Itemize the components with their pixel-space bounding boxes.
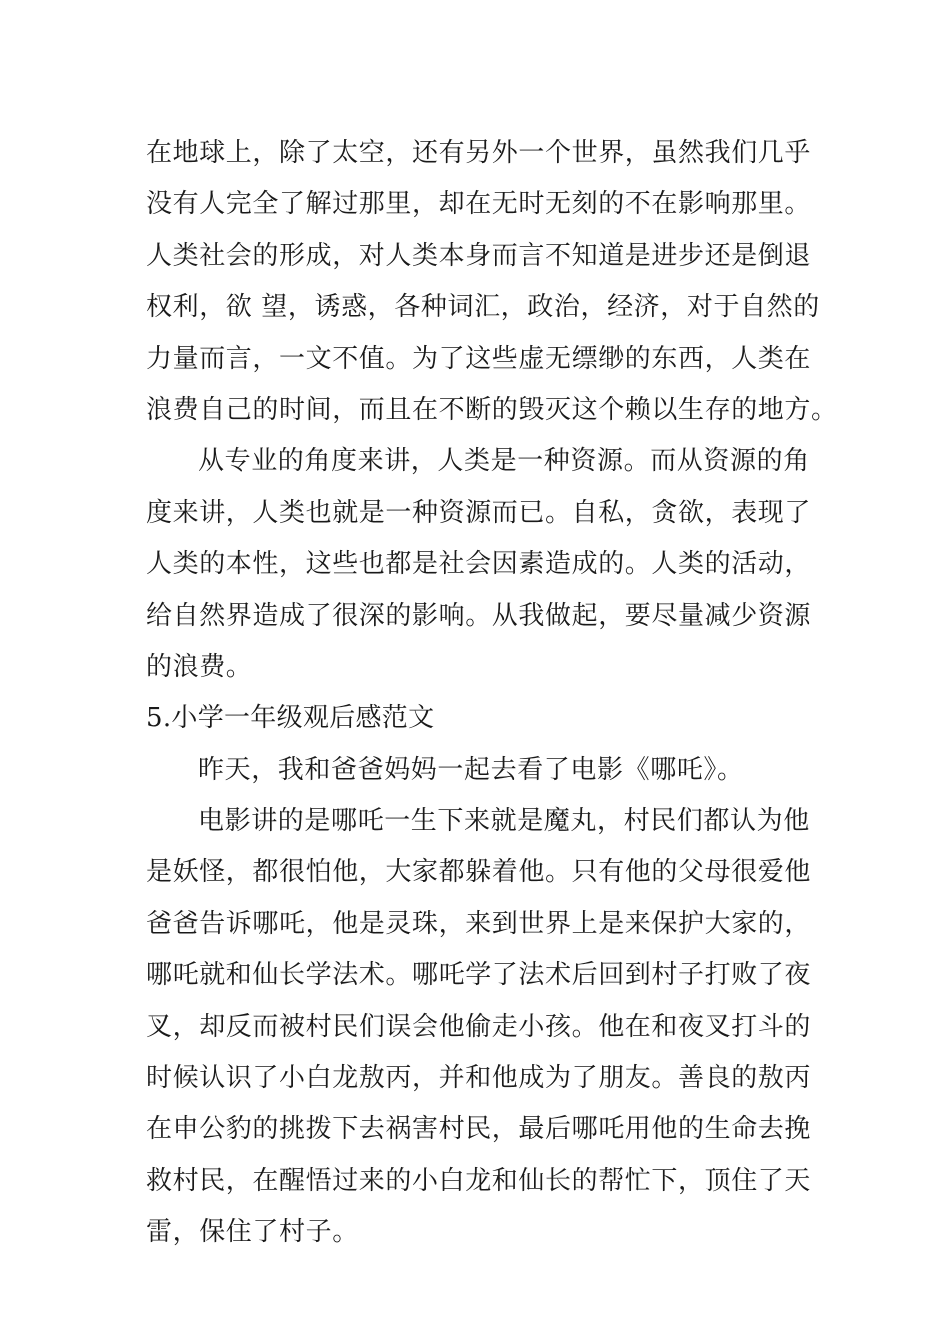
- text-line: 叉，却反而被村民们误会他偷走小孩。他在和夜叉打斗的: [146, 1011, 812, 1042]
- text-line: 力量而言，一文不值。为了这些虚无缥缈的东西，人类在: [146, 343, 812, 374]
- text-line: 时候认识了小白龙敖丙，并和他成为了朋友。善良的敖丙: [146, 1063, 812, 1094]
- text-line: 电影讲的是哪吒一生下来就是魔丸，村民们都认为他: [198, 806, 810, 837]
- body-text: [146, 128, 838, 1259]
- text-line: 度来讲，人类也就是一种资源而已。自私，贪欲，表现了: [146, 497, 812, 528]
- text-line: 没有人完全了解过那里，却在无时无刻的不在影响那里。: [146, 189, 812, 220]
- text-line: 昨天，我和爸爸妈妈一起去看了电影《哪吒》。: [198, 754, 744, 785]
- text-line: 雷，保住了村子。: [146, 1217, 359, 1248]
- text-line: 哪吒就和仙长学法术。哪吒学了法术后回到村子打败了夜: [146, 960, 812, 991]
- text-line: 在申公豹的挑拨下去祸害村民，最后哪吒用他的生命去挽: [146, 1114, 812, 1145]
- text-line: 浪费自己的时间，而且在不断的毁灭这个赖以生存的地方。: [146, 394, 838, 425]
- text-line: 的浪费。: [146, 651, 253, 682]
- text-line: 权利，欲 望，诱惑，各种词汇，政治，经济，对于自然的: [146, 292, 820, 323]
- text-line: 人类社会的形成，对人类本身而言不知道是进步还是倒退: [146, 240, 812, 271]
- text-line: 从专业的角度来讲，人类是一种资源。而从资源的角: [198, 446, 810, 477]
- text-line: 爸爸告诉哪吒，他是灵珠，来到世界上是来保护大家的，: [146, 908, 812, 939]
- section-heading: 5.小学一年级观后感范文: [146, 703, 435, 734]
- text-line: 给自然界造成了很深的影响。从我做起，要尽量减少资源: [146, 600, 812, 631]
- text-line: 在地球上，除了太空，还有另外一个世界，虽然我们几乎: [146, 138, 812, 168]
- text-line: 救村民，在醒悟过来的小白龙和仙长的帮忙下，顶住了天: [146, 1165, 812, 1196]
- text-line: 人类的本性，这些也都是社会因素造成的。人类的活动，: [146, 549, 812, 580]
- text-line: 是妖怪，都很怕他，大家都躲着他。只有他的父母很爱他: [146, 857, 812, 888]
